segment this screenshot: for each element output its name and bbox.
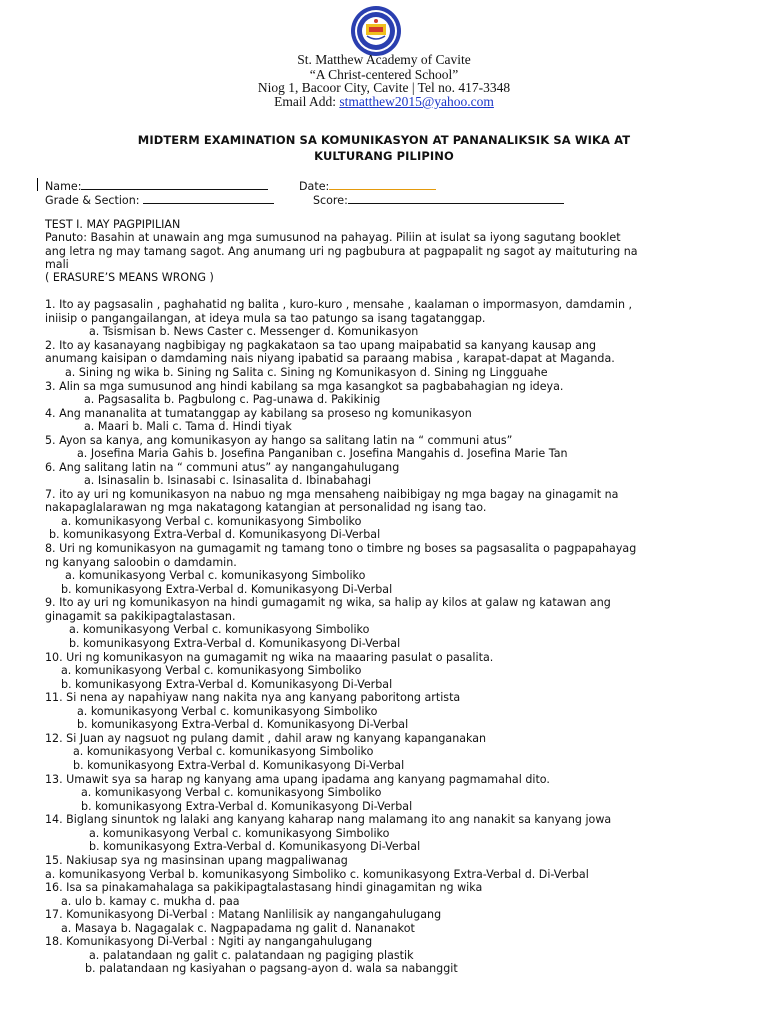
name-field	[45, 178, 268, 193]
question-line: 7. ito ay uri ng komunikasyon na nabuo ng mga mensaheng naibibigay ng mga bagay na ginagamit na	[45, 488, 619, 501]
date-label: Date:	[299, 180, 330, 193]
choice-line: a. komunikasyong Verbal b. komunikasyong Simboliko c. komunikasyong Extra-Verbal d. Di-Verbal	[45, 868, 589, 881]
instructions-line-3: mali	[45, 258, 69, 271]
choice-line: a. komunikasyong Verbal c. komunikasyong Simboliko	[89, 827, 390, 840]
question-line: 9. Ito ay uri ng komunikasyon na hindi gumagamit ng wika, sa halip ay kilos at galaw ng katawan ang	[45, 596, 611, 609]
choice-line: a. komunikasyong Verbal c. komunikasyong Simboliko	[73, 745, 374, 758]
question-line: 3. Alin sa mga sumusunod ang hindi kabilang sa mga kasangkot sa pagbabahagian ng ideya.	[45, 380, 564, 393]
question-line: 12. Si Juan ay nagsuot ng pulang damit , dahil araw ng kanyang kapanganakan	[45, 732, 487, 745]
question-line: nakapaglalarawan ng mga nakatagong katangian at personalidad ng isang tao.	[45, 501, 487, 514]
choice-line: a. komunikasyong Verbal c. komunikasyong Simboliko	[61, 515, 362, 528]
choice-line: b. palatandaan ng kasiyahan o pagsang-ayon d. wala sa nabanggit	[85, 962, 458, 975]
date-field	[299, 178, 436, 193]
question-line: 2. Ito ay kasanayang nagbibigay ng pagkakataon sa tao upang maipabatid sa kanyang kausap ang	[45, 339, 597, 352]
score-blank	[348, 192, 564, 204]
grade-section-field	[45, 192, 274, 207]
choice-line: a. Pagsasalita b. Pagbulong c. Pag-unawa d. Pakikinig	[84, 393, 381, 406]
question-line: ginagamit sa pakikipagtalastasan.	[45, 610, 236, 623]
choice-line: a. Tsismisan b. News Caster c. Messenger d. Komunikasyon	[89, 325, 419, 338]
email-link[interactable]: stmatthew2015@yahoo.com	[339, 94, 494, 109]
choice-line: a. komunikasyong Verbal c. komunikasyong Simboliko	[61, 664, 362, 677]
question-line: 4. Ang mananalita at tumatanggap ay kabilang sa proseso ng komunikasyon	[45, 407, 472, 420]
choice-line: a. komunikasyong Verbal c. komunikasyong Simboliko	[65, 569, 366, 582]
choice-line: a. palatandaan ng galit c. palatandaan ng pagiging plastik	[89, 949, 414, 962]
choice-line: b. komunikasyong Extra-Verbal d. Komunikasyong Di-Verbal	[89, 840, 421, 853]
choice-line: a. Josefina Maria Gahis b. Josefina Panganiban c. Josefina Mangahis d. Josefina Marie Tan	[77, 447, 568, 460]
score-field	[313, 192, 564, 207]
question-line: 13. Umawit sya sa harap ng kanyang ama upang ipadama ang kanyang pagmamahal dito.	[45, 773, 550, 786]
choice-line: a. ulo b. kamay c. mukha d. paa	[61, 895, 240, 908]
choice-line: b. komunikasyong Extra-Verbal d. Komunikasyong Di-Verbal	[61, 678, 393, 691]
question-line: 15. Nakiusap sya ng masinsinan upang magpaliwanag	[45, 854, 348, 867]
question-line: 16. Isa sa pinakamahalaga sa pakikipagtalastasang hindi ginagamitan ng wika	[45, 881, 483, 894]
choice-line: b. komunikasyong Extra-Verbal d. Komunikasyong Di-Verbal	[69, 637, 401, 650]
instructions-line-2: ang letra ng may tamang sagot. Ang anumang uri ng pagbubura at pagpapalit ng sagot ay maituturing na	[45, 245, 638, 258]
name-blank	[81, 178, 268, 190]
school-name: St. Matthew Academy of Cavite	[297, 52, 471, 67]
score-label: Score:	[313, 194, 348, 207]
question-line: 8. Uri ng komunikasyon na gumagamit ng tamang tono o timbre ng boses sa pagsasalita o pagpapahayag	[45, 542, 637, 555]
question-line: anumang kaisipan o damdaming nais niyang ipabatid sa paraang mabisa , karapat-dapat at Maganda.	[45, 352, 615, 365]
choice-line: a. komunikasyong Verbal c. komunikasyong Simboliko	[69, 623, 370, 636]
date-blank	[329, 178, 436, 190]
choice-line: a. Isinasalin b. Isinasabi c. Isinasalita d. Ibinabahagi	[84, 474, 372, 487]
choice-line: b. komunikasyong Extra-Verbal d. Komunikasyong Di-Verbal	[77, 718, 409, 731]
question-line: 11. Si nena ay napahiyaw nang nakita nya ang kanyang paboritong artista	[45, 691, 461, 704]
school-email	[0, 94, 768, 109]
erasure-note: ( ERASURE’S MEANS WRONG )	[45, 271, 214, 284]
choice-line: a. komunikasyong Verbal c. komunikasyong Simboliko	[81, 786, 382, 799]
choice-line: a. Maari b. Mali c. Tama d. Hindi tiyak	[84, 420, 292, 433]
test-heading: TEST I. MAY PAGPIPILIAN	[45, 218, 181, 231]
exam-title-line-1: MIDTERM EXAMINATION SA KOMUNIKASYON AT PANANALIKSIK SA WIKA AT	[137, 133, 631, 147]
question-line: iniisip o pangangailangan, at ideya mula sa tao patungo sa isang tagatanggap.	[45, 312, 486, 325]
question-line: 1. Ito ay pagsasalin , paghahatid ng balita , kuro-kuro , mensahe , kaalaman o impormasyon, damdamin ,	[45, 298, 633, 311]
choice-line: b. komunikasyong Extra-Verbal d. Komunikasyong Di-Verbal	[81, 800, 413, 813]
name-label: Name:	[45, 180, 82, 193]
text-cursor	[37, 178, 38, 191]
question-line: 6. Ang salitang latin na “ communi atus” ay nangangahulugang	[45, 461, 400, 474]
choice-line: b. komunikasyong Extra-Verbal d. Komunikasyong Di-Verbal	[61, 583, 393, 596]
school-seal-logo	[345, 5, 407, 57]
question-line: 18. Komunikasyong Di-Verbal : Ngiti ay nangangahulugang	[45, 935, 373, 948]
choice-line: a. komunikasyong Verbal c. komunikasyong Simboliko	[77, 705, 378, 718]
email-label: Email Add:	[274, 94, 340, 109]
question-line: 10. Uri ng komunikasyon na gumagamit ng wika na maaaring pasulat o pasalita.	[45, 651, 494, 664]
choice-line: a. Masaya b. Nagagalak c. Nagpapadama ng galit d. Nananakot	[61, 922, 415, 935]
school-address: Niog 1, Bacoor City, Cavite | Tel no. 417-3348	[257, 80, 511, 95]
choice-line: b. komunikasyong Extra-Verbal d. Komunikasyong Di-Verbal	[73, 759, 405, 772]
question-line: 14. Biglang sinuntok ng lalaki ang kanyang kaharap nang malamang ito ang nanakit sa kanyang jowa	[45, 813, 612, 826]
instructions-line-1: Panuto: Basahin at unawain ang mga sumusunod na pahayag. Piliin at isulat sa iyong sagutang booklet	[45, 231, 621, 244]
exam-title-line-2: KULTURANG PILIPINO	[314, 149, 454, 163]
choice-line: b. komunikasyong Extra-Verbal d. Komunikasyong Di-Verbal	[49, 528, 381, 541]
school-motto: “A Christ-centered School”	[309, 67, 459, 82]
question-line: 5. Ayon sa kanya, ang komunikasyon ay hango sa salitang latin na “ communi atus”	[45, 434, 513, 447]
grade-section-label: Grade & Section:	[45, 194, 140, 207]
question-line: ng kanyang saloobin o damdamin.	[45, 556, 237, 569]
grade-section-blank	[143, 192, 274, 204]
choice-line: a. Sining ng wika b. Sining ng Salita c. Sining ng Komunikasyon d. Sining ng Lingguahe	[65, 366, 548, 379]
question-line: 17. Komunikasyong Di-Verbal : Matang Nanlilisik ay nangangahulugang	[45, 908, 442, 921]
